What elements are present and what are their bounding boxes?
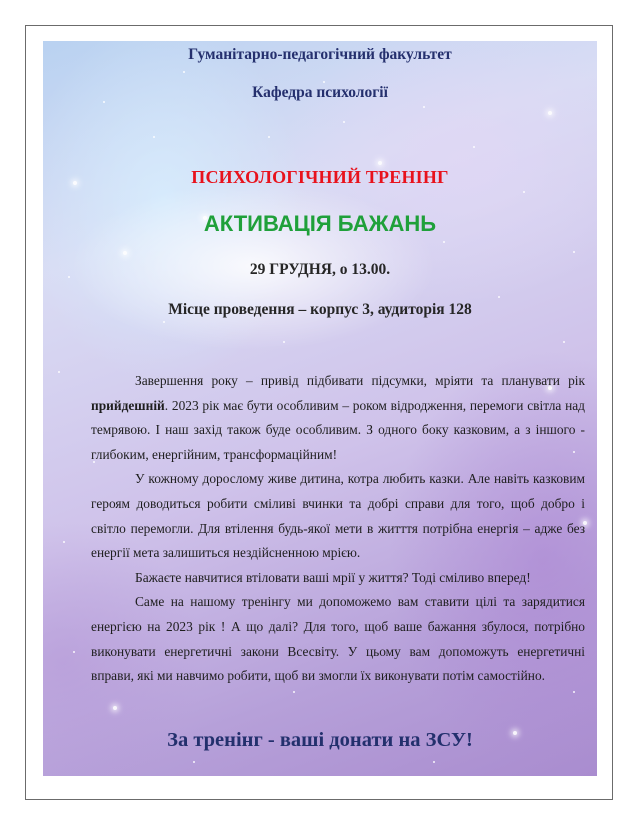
description-paragraph-3: Бажаєте навчитися втіловати ваші мрії у життя? Тоді сміливо вперед! bbox=[135, 569, 531, 585]
event-description bbox=[91, 369, 585, 689]
department-name: Кафедра психології bbox=[252, 84, 388, 101]
poster bbox=[43, 41, 597, 776]
description-paragraph-2: У кожному дорослому живе дитина, котра любить казки. Але навіть казковим героям доводиться робити сміливі вчинки та добрі справи для того, щоб добро і світло перемогли. Для втілення будь-якої мети в житття потрібна енергія – адже без енергії мета залишиться нездійсненною мрією. bbox=[91, 471, 585, 561]
faculty-name: Гуманітарно-педагогічний факультет bbox=[188, 46, 452, 63]
paragraph-1-end: . 2023 рік має бути особливим – роком відродження, перемоги світла над темрявою. І наш захід також буде особливим. З одного боку казковим, а з іншого - глибоким, енергійним, трансформаційним! bbox=[91, 397, 585, 462]
paragraph-1-start: Завершення року – привід підбивати підсумки, мріяти та планувати рік bbox=[135, 373, 585, 388]
event-title: АКТИВАЦІЯ БАЖАНЬ bbox=[203, 211, 437, 236]
description-paragraph-1 bbox=[91, 369, 585, 467]
paragraph-1-bold-word: прийдешній bbox=[91, 397, 165, 413]
event-venue: Місце проведення – корпус 3, аудиторія 128 bbox=[168, 301, 472, 318]
call-to-action: За тренінг - ваші донати на ЗСУ! bbox=[167, 729, 473, 751]
description-paragraph-4: Саме на нашому тренінгу ми допоможемо вам ставити цілі та зарядитися енергією на 2023 рік ! А що далі? Для того, щоб ваше бажання збулося, потрібно виконувати енергетичні закони Всесвіту. У цьому вам допоможуть енергетичні вправи, які ми навчимо робити, щоб ви змогли їх виконувати потім самостійно. bbox=[91, 594, 585, 684]
event-label: ПСИХОЛОГІЧНИЙ ТРЕНІНГ bbox=[191, 167, 449, 187]
event-date: 29 ГРУДНЯ, о 13.00. bbox=[249, 261, 391, 278]
